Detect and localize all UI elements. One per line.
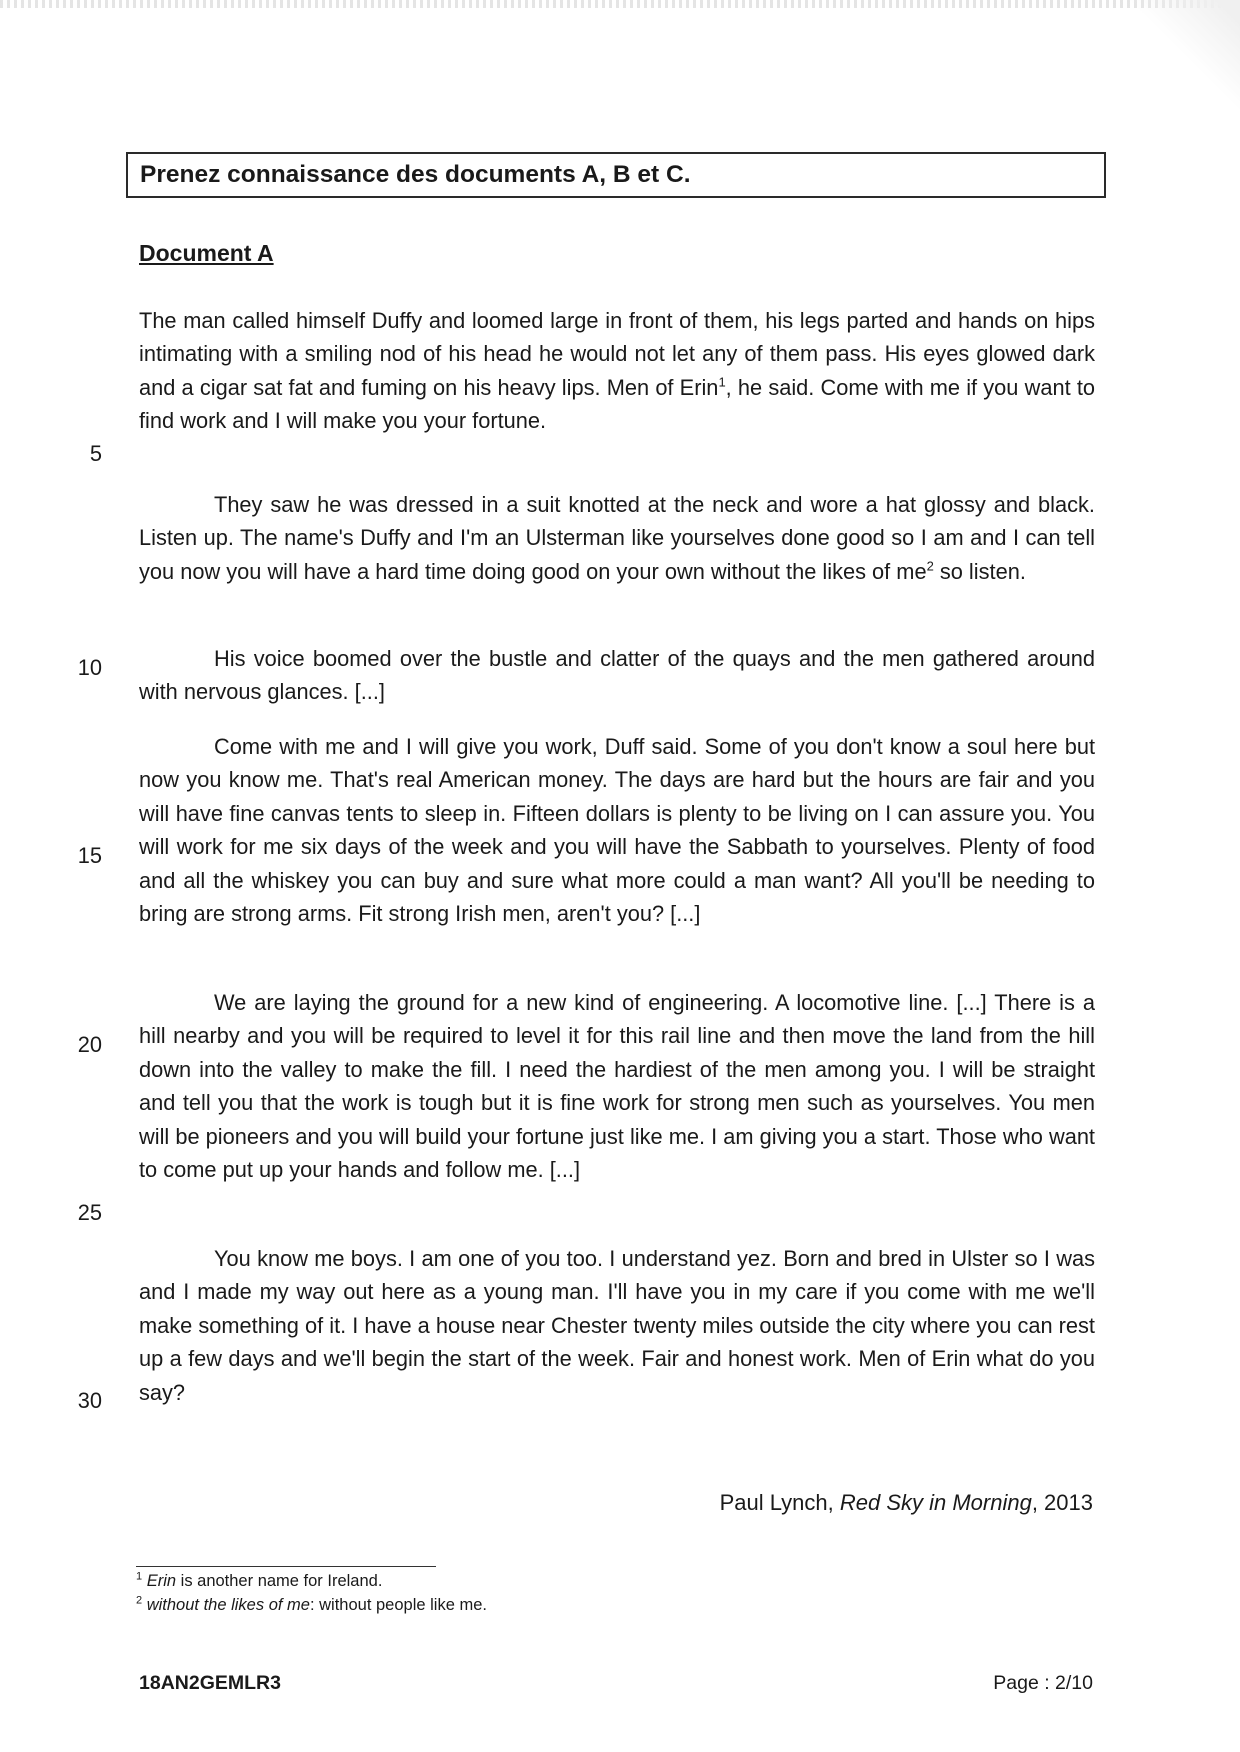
footnote-1-term: Erin [146, 1572, 177, 1590]
scan-top-edge [0, 0, 1240, 8]
paragraph-4 [139, 730, 1095, 930]
footnote-2-number: 2 [136, 1594, 143, 1607]
line-number-10: 10 [77, 655, 102, 680]
paragraph-5 [139, 986, 1095, 1186]
scan-corner-shadow [1090, 0, 1240, 130]
paragraph-2-tail: so listen. [933, 558, 1026, 584]
paragraph-1-tail: , he said. Come with me if you want to find work and I will make you your fortune. [139, 374, 1095, 434]
paragraph-4-text: Come with me and I will give you work, Duff said. Some of you don't know a soul here but now you know me. That's real American money. The days are hard but the hours are fair and you will have fine canvas tents to sleep in. Fifteen dollars is plenty to be living on I can assure you. You will work for me six days of the week and you will have the Sabbath to yourselves. Plenty of food and all the whiskey you can buy and sure what more could a man want? All you'll be needing to bring are strong arms. Fit strong Irish men, aren't you? [...] [139, 734, 1095, 927]
paragraph-3 [139, 642, 1095, 709]
exam-code: 18AN2GEMLR3 [139, 1672, 281, 1694]
paragraph-2-text: They saw he was dressed in a suit knotted at the neck and wore a hat glossy and black. Listen up. The name's Duffy and I'm an Ulsterman like yourselves done good so I am and I can tell you now you will have a hard time doing good on your own without the likes of me [139, 492, 1095, 584]
document-heading: Document A [139, 240, 274, 266]
line-number-25: 25 [77, 1200, 102, 1225]
paragraph-5-text: We are laying the ground for a new kind of engineering. A locomotive line. [...] There is a hill nearby and you will be required to level it for this rail line and then move the land from the hill down into the valley to make the fill. I need the hardiest of the men among you. I will be straight and tell you that the work is tough but it is fine work for strong men such as yourselves. You men will be pioneers and you will build your fortune just like me. I am giving you a start. Those who want to come put up your hands and follow me. [...] [139, 990, 1095, 1183]
footnote-ref-1: 1 [718, 374, 726, 390]
page-number: Page : 2/10 [993, 1672, 1093, 1694]
footnote-2-text: : without people like me. [309, 1596, 487, 1614]
footnote-1 [136, 1570, 382, 1592]
citation-author: Paul Lynch, [719, 1490, 840, 1515]
source-citation [720, 1488, 1093, 1518]
paragraph-6 [139, 1242, 1095, 1409]
footnote-divider [136, 1566, 436, 1567]
line-number-15: 15 [77, 843, 102, 868]
paragraph-1 [139, 304, 1095, 438]
citation-year: , 2013 [1031, 1490, 1093, 1515]
footnote-2-term: without the likes of me [146, 1596, 310, 1614]
paragraph-6-text: You know me boys. I am one of you too. I understand yez. Born and bred in Ulster so I was and I made my way out here as a young man. I'll have you in my care if you come with me we'll make something of it. I have a house near Chester twenty miles outside the city where you can rest up a few days and we'll begin the start of the week. Fair and honest work. Men of Erin what do you say? [139, 1246, 1095, 1405]
footnote-1-text: is another name for Ireland. [176, 1572, 383, 1590]
line-number-20: 20 [77, 1032, 102, 1057]
footnote-2 [136, 1594, 487, 1616]
line-number-30: 30 [77, 1388, 102, 1413]
footnote-1-number: 1 [136, 1570, 143, 1583]
footnote-ref-2: 2 [926, 558, 934, 574]
instruction-title-box: Prenez connaissance des documents A, B et C. [126, 152, 1106, 198]
line-number-5: 5 [89, 441, 102, 466]
paragraph-3-text: His voice boomed over the bustle and clatter of the quays and the men gathered around with nervous glances. [...] [139, 646, 1095, 705]
paragraph-1-text: The man called himself Duffy and loomed large in front of them, his legs parted and hands on hips intimating with a smiling nod of his head he would not let any of them pass. His eyes glowed dark and a cigar sat fat and fuming on his heavy lips. Men of [139, 308, 1095, 400]
erin-word: Erin [679, 374, 719, 400]
citation-title: Red Sky in Morning [839, 1490, 1032, 1515]
paragraph-2 [139, 488, 1095, 588]
